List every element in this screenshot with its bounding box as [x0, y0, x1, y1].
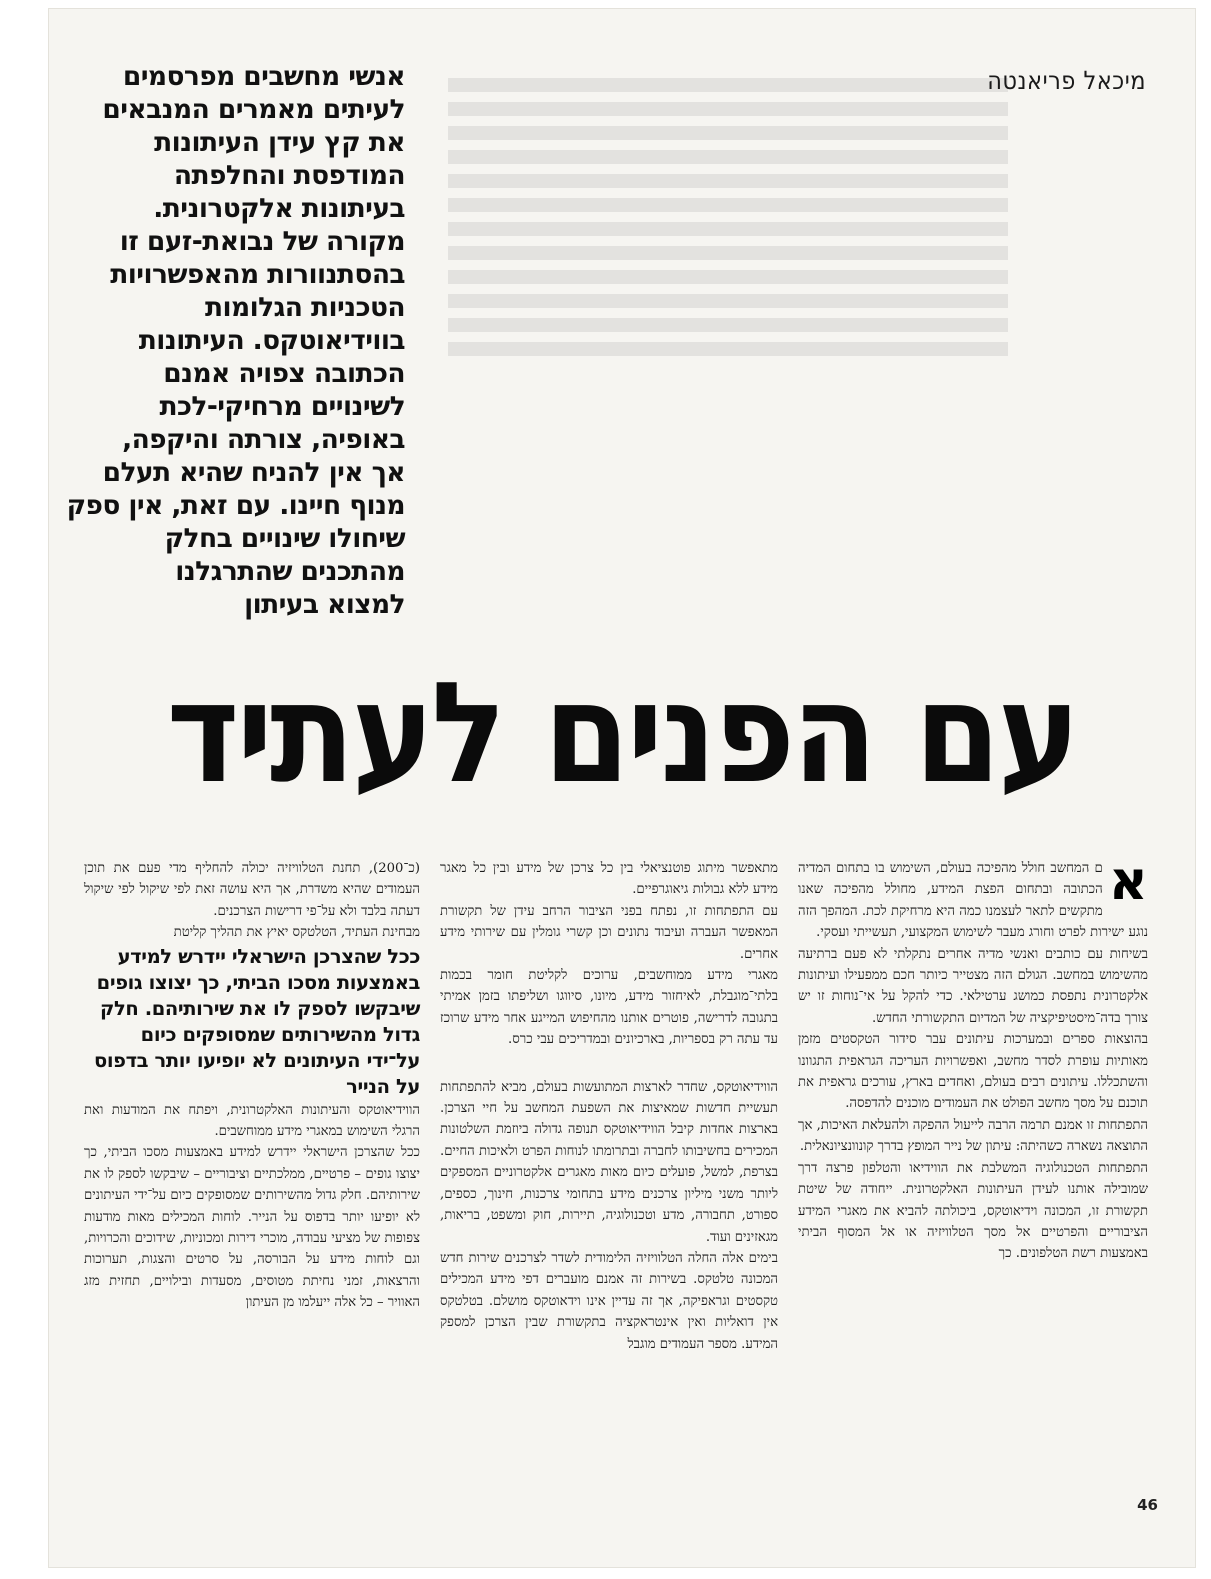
pull-quote: ככל שהצרכן הישראלי יידרש למידע באמצעות מסכו הביתי, כך יצוצו גופים שיבקשו לספק לו את שירותיהם. חלק גדול מהשירותים שמסופקים כיום על־ידי העיתונים לא יופיעו יותר בדפוס על הנייר	[94, 944, 420, 1098]
paragraph: מתאפשר מיתוג פוטנציאלי בין כל צרכן של מידע ובין כל מאגר מידע ללא גבולות גיאוגרפיים.	[440, 861, 778, 898]
paragraph: הווידיאוטקס והעיתונות האלקטרונית, ויפתח את המודעות ואת הרגלי השימוש במאגרי מידע ממוחשבים.	[84, 1102, 420, 1140]
author-name: מיכאל פריאנטה	[987, 66, 1146, 95]
intro-line: את קץ עידן העיתונות	[154, 127, 405, 158]
intro-line: למצוא בעיתון	[244, 589, 405, 620]
article-column-1	[798, 849, 1148, 1478]
article-column-3	[84, 858, 420, 1478]
intro-standfirst	[60, 60, 405, 621]
paragraph: הווידיאוטקס, שחדר לארצות המתועשות בעולם, מביא להתפתחות תעשיית חדשות שמאיצות את השפעת המחשב על חיי הצרכן. בארצות אחדות קיבל הווידיאוטקס תנופה גדולה ביוזמת השלטונות המכירים בחשיבותו לחברה ובתרומתו לנוחות הפרט ולאיכות החיים. בצרפת, למשל, פועלים כיום מאות מאגרים אלקטרוניים המספקים ליותר משני מיליון צרכנים מידע בתחומי צרכנות, חינוך, כספים, ספורט, תחבורה, מדע וטכנולוגיה, תיירות, חוק ומשפט, בריאות, מגאזינים ועוד.	[440, 1079, 778, 1245]
intro-line: בעיתונות אלקטרונית.	[153, 193, 405, 224]
paragraph: בימים אלה החלה הטלוויזיה הלימודית לשדר לצרכנים שירות חדש המכונה טלטקס. בשירות זה אמנם מועברים דפי מידע המכילים טקסטים וגראפיקה, אך זה עדיין אינו וידאוטקס מושלם. בטלטקס אין דואליות ואין אינטראקציה בתקשורת שבין הצרכן למספק המידע. מספר העמודים מוגבל	[440, 1250, 778, 1352]
intro-line: אנשי מחשבים מפרסמים	[122, 61, 405, 92]
intro-line: בווידיאוטקס. העיתונות	[138, 325, 405, 356]
paragraph: בהוצאות ספרים ובמערכות עיתונים עבר סידור הטקסטים מזמן מאותיות עופרת לסדר מחשב, ואפשרויות העריכה הגראפית התגוונו והשתכללו. עיתונים רבים בעולם, ואחדים בארץ, עורכים גראפית את תוכנם על מסך מחשב הפולט את העמודים מוכנים להדפסה.	[798, 1032, 1148, 1112]
page-number: 46	[1137, 1496, 1158, 1514]
intro-line: מהתכנים שהתרגלנו	[175, 556, 405, 587]
paragraph: התפתחות זו אמנם תרמה הרבה לייעול ההפקה ולהעלאת האיכות, אך התוצאה נשארה כשהיתה: עיתון של נייר המופץ בדרך קונוונציונאלית.	[798, 1117, 1148, 1155]
intro-line: המודפסת והחלפתה	[173, 160, 405, 191]
paragraph	[798, 849, 1148, 944]
article-headline: עם הפנים לעתיד	[166, 653, 1078, 815]
intro-line: הכתובה צפויה אמנם	[163, 358, 405, 389]
article-column-2	[440, 858, 778, 1478]
paragraph: התפתחות הטכנולוגיה המשלבת את הווידיאו והטלפון פרצה דרך שמובילה אותנו לעידן העיתונות האלקטרונית. ייחודה של שיטת תקשורת זו, המכונה וידיאוטקס, ביכולתה להביא את מאגרי המידע הציבוריים והפרטיים אל מסך הטלוויזיה או אל המסוף הביתי באמצעות רשת הטלפונים. כך	[798, 1160, 1148, 1262]
paragraph: מבחינת העתיד, הטלטקס יאיץ את תהליך קליטת	[173, 925, 420, 941]
drop-cap: א	[1108, 849, 1148, 912]
intro-line: שיחולו שינויים בחלק	[164, 523, 405, 554]
paragraph: עם התפתחות זו, נפתח בפני הציבור הרחב עידן של תקשורת המאפשר העברה ועיבוד נתונים וכן קשרי גומלין עם שירותי מידע אחרים.	[440, 903, 778, 962]
intro-line: הטכניות הגלומות	[205, 292, 405, 323]
paragraph: בשיחות עם כותבים ואנשי מדיה אחרים נתקלתי לא פעם ברתיעה מהשימוש במחשב. הגולם הזה מצטייר כיותר חכם ממפעילו ועיתונות אלקטרונית נתפסת כמושג ערטילאי. כדי להקל על אי־נוחות זו יש צורך בדה־מיסטיפיקציה של המדיום התקשורתי החדש.	[798, 946, 1148, 1026]
paragraph-text: ם המחשב חולל מהפיכה בעולם, השימוש בו בתחום המדיה הכתובה ובתחום הפצת המידע, מחולל מהפיכה שאנו מתקשים לתאר לעצמנו כמה היא מרחיקת לכת. המהפך הזה נוגע ישירות לפרט וחורג מעבר לשימוש המקצועי, תעשייתי ועסקי.	[798, 861, 1148, 941]
intro-line: אך אין להניח שהיא תעלם	[102, 457, 405, 488]
magazine-page	[48, 8, 1196, 1568]
paragraph: (כ־200), תחנת הטלוויזיה יכולה להחליף מדי פעם את תוכן העמודים שהיא משדרת, אך היא עושה זאת לפי שיקול לפי שיקול דעתה בלבד ולא על־פי דרישות הצרכנים.	[84, 861, 420, 919]
paragraph: ככל שהצרכן הישראלי יידרש למידע באמצעות מסכו הביתי, כך יצוצו גופים – פרטיים, ממלכתיים וציבוריים – שיבקשו לספק לו את שירותיהם. חלק גדול מהשירותים שמסופקים כיום על־ידי העיתונים לא יופיעו יותר בדפוס על הנייר. לוחות המכילים מאות מודעות צפופות של מציעי עבודה, מוכרי דירות ומכוניות, שידוכים והכרויות, וגם לוחות מידע על הבורסה, על סרטים והצגות, תערוכות והרצאות, זמני נחיתת מטוסים, מסעדות ובילויים, תחזית מזג האוויר – כל אלה ייעלמו מן העיתון	[84, 1145, 420, 1311]
intro-line: לעיתים מאמרים המנבאים	[102, 94, 405, 125]
intro-line: מנוף חיינו. עם זאת, אין ספק	[66, 490, 405, 521]
intro-line: מקורה של נבואת-זעם זו	[119, 226, 405, 257]
intro-line: לשינויים מרחיקי-לכת	[159, 391, 405, 422]
faint-background-print	[448, 68, 1008, 628]
intro-line: בהסתנוורות מהאפשרויות	[110, 259, 405, 290]
paragraph: מאגרי מידע ממוחשבים, ערוכים לקליטת חומר בכמות בלתי־מוגבלת, לאיחזור מידע, מיונו, סיווגו ושליפתו בזמן אמיתי בתגובה לדרישה, פוטרים אותנו מהחיפוש המייגע אחר מידע שרוכז עד עתה רק בספריות, בארכיונים ובמדריכים עבי כרס.	[440, 968, 778, 1048]
intro-line: באופיה, צורתה והיקפה,	[122, 424, 405, 455]
